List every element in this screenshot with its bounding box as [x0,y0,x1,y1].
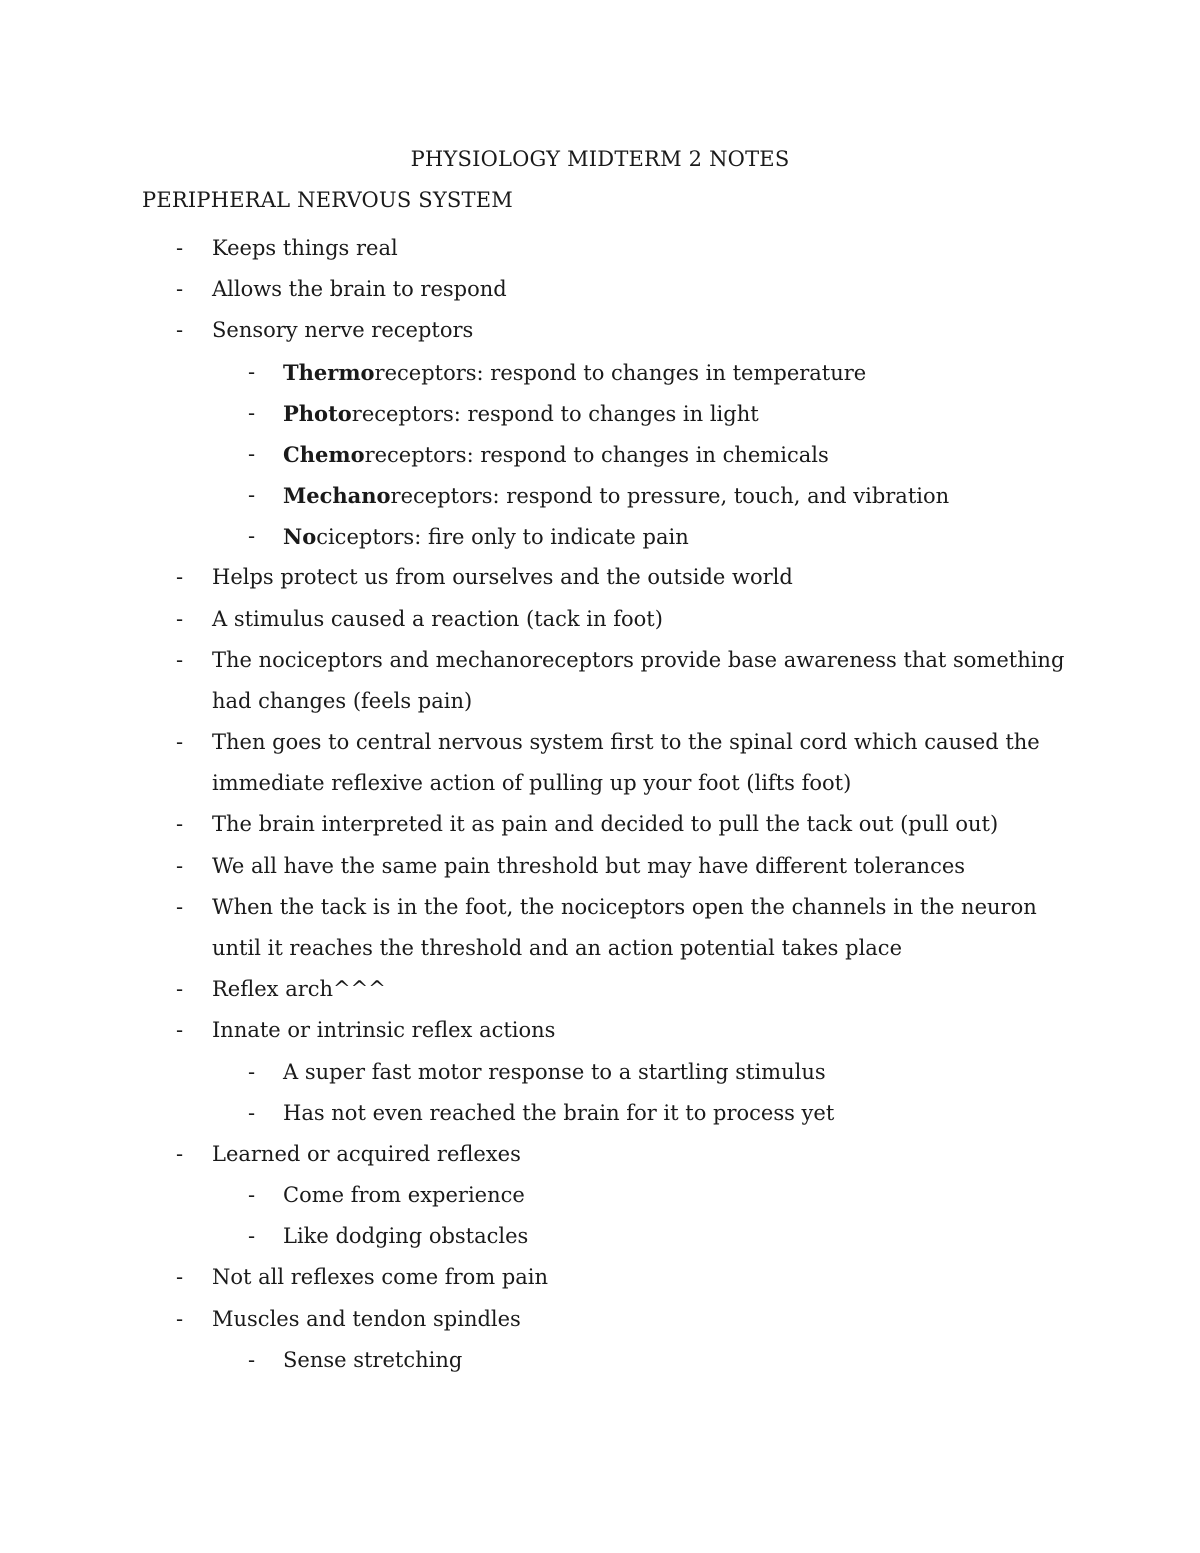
list-item-text [212,640,1064,722]
list-item-text: Keeps things real [212,236,398,260]
bold-prefix: Thermo [283,360,375,385]
bullet-dash: - [248,1060,256,1084]
bullet-dash: - [176,1307,184,1331]
list-item [0,1010,1200,1052]
list-item [0,599,1200,640]
list-item [0,1052,1200,1093]
bullet-dash: - [248,483,256,507]
list-item-text: Come from experience [283,1183,525,1207]
list-item-text: Learned or acquired reflexes [212,1142,521,1166]
list-item-line: until it reaches the threshold and an action potential takes place [212,936,902,960]
list-item [0,722,1200,804]
list-item-text [283,475,949,517]
list-item-text [212,722,1040,804]
list-item [0,1093,1200,1134]
bullet-dash: - [176,730,184,754]
bold-prefix: Photo [283,401,352,426]
bold-prefix: No [283,524,317,549]
list-item-text: Helps protect us from ourselves and the outside world [212,565,793,589]
bullet-dash: - [248,1183,256,1207]
bullet-dash: - [248,442,256,466]
bullet-dash: - [248,524,256,548]
bullet-dash: - [176,607,184,631]
list-item-line: had changes (feels pain) [212,689,473,713]
bullet-dash: - [176,648,184,672]
list-item [0,310,1200,352]
list-item [0,1299,1200,1340]
bullet-dash: - [176,236,184,260]
list-item [0,804,1200,846]
list-item-text: The brain interpreted it as pain and decided to pull the tack out (pull out) [212,812,999,836]
list-item-text [283,516,689,558]
list-item [0,969,1200,1010]
list-item-text: A super fast motor response to a startling stimulus [283,1060,826,1084]
list-item-text [283,352,866,394]
list-item-text [283,434,829,476]
list-item-rest: receptors: respond to changes in temperature [374,361,867,385]
bold-prefix: Chemo [283,442,365,467]
list-item-line: immediate reflexive action of pulling up your foot (lifts foot) [212,771,852,795]
list-item-text: Has not even reached the brain for it to process yet [283,1101,835,1125]
list-item-rest: receptors: respond to changes in light [351,402,759,426]
list-item-text: Sensory nerve receptors [212,318,474,342]
bullet-dash: - [176,1265,184,1289]
bullet-dash: - [176,977,184,1001]
list-item-text: Not all reflexes come from pain [212,1265,549,1289]
bullet-dash: - [248,401,256,425]
list-item [0,393,1200,434]
bullet-dash: - [176,318,184,342]
bullet-dash: - [176,895,184,919]
list-item [0,228,1200,269]
list-item-rest: receptors: respond to changes in chemicals [364,443,829,467]
list-item-line: The nociceptors and mechanoreceptors provide base awareness that something [212,648,1065,672]
document-title: PHYSIOLOGY MIDTERM 2 NOTES [410,147,790,171]
list-item-text: Innate or intrinsic reflex actions [212,1018,556,1042]
list-item-text: We all have the same pain threshold but may have different tolerances [212,854,966,878]
list-item [0,1340,1200,1381]
list-item [0,1257,1200,1299]
list-item [0,475,1200,516]
list-item-line: Then goes to central nervous system first to the spinal cord which caused the [212,730,1040,754]
notes-list [0,228,1200,1381]
list-item-text: A stimulus caused a reaction (tack in foot) [212,607,663,631]
list-item [0,352,1200,393]
list-item [0,557,1200,599]
bullet-dash: - [248,1348,256,1372]
section-heading: PERIPHERAL NERVOUS SYSTEM [142,188,513,212]
list-item-text: Allows the brain to respond [212,277,507,301]
list-item [0,269,1200,310]
list-item-text [212,887,1037,969]
list-item [0,1134,1200,1175]
bullet-dash: - [248,1224,256,1248]
bullet-dash: - [248,1101,256,1125]
list-item [0,516,1200,557]
list-item-rest: receptors: respond to pressure, touch, and vibration [390,484,950,508]
list-item-text: Like dodging obstacles [283,1224,529,1248]
list-item [0,846,1200,887]
list-item [0,887,1200,969]
list-item [0,1216,1200,1257]
list-item [0,434,1200,475]
bullet-dash: - [248,360,256,384]
bullet-dash: - [176,565,184,589]
bullet-dash: - [176,277,184,301]
list-item-text: Reflex arch^^^ [212,977,386,1001]
list-item [0,1175,1200,1216]
list-item-text: Muscles and tendon spindles [212,1307,521,1331]
list-item [0,640,1200,722]
list-item-rest: ciceptors: fire only to indicate pain [316,525,689,549]
bullet-dash: - [176,854,184,878]
bold-prefix: Mechano [283,483,391,508]
bullet-dash: - [176,1142,184,1166]
list-item-text [283,393,759,435]
bullet-dash: - [176,1018,184,1042]
list-item-line: When the tack is in the foot, the nociceptors open the channels in the neuron [212,895,1037,919]
bullet-dash: - [176,812,184,836]
list-item-text: Sense stretching [283,1348,463,1372]
